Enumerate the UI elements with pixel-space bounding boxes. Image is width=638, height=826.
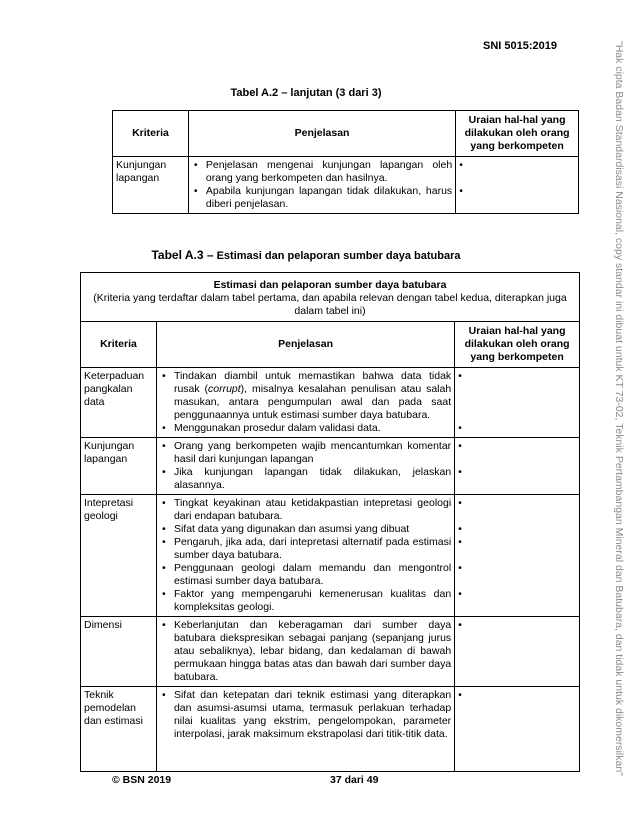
- list-item: • Penggunaan geologi dalam memandu dan mengontrol estimasi sumber daya batubara.: [174, 562, 451, 588]
- table-row: [113, 157, 579, 214]
- document-code: SNI 5015:2019: [483, 40, 557, 52]
- uraian-cell: [455, 368, 580, 438]
- kriteria-cell: Teknik pemodelan dan estimasi: [81, 687, 157, 772]
- header-uraian: Uraian hal-hal yang dilakukan oleh orang yang berkompeten: [455, 322, 580, 368]
- penjelasan-cell: [156, 687, 454, 772]
- penjelasan-cell: [156, 368, 454, 438]
- list-item: • Pengaruh, jika ada, dari intepretasi alternatif pada estimasi sumber daya batubara.: [174, 536, 451, 562]
- table-row: [81, 438, 580, 495]
- table-a3-caption-label: Tabel A.3 –: [151, 248, 214, 262]
- header-uraian: Uraian hal-hal yang dilakukan oleh orang yang berkompeten: [456, 111, 579, 157]
- list-item: • Menggunakan prosedur dalam validasi data.: [174, 422, 451, 435]
- list-item: • Faktor yang mempengaruhi kemenerusan kualitas dan kompleksitas geologi.: [174, 588, 451, 614]
- header-kriteria: Kriteria: [81, 322, 157, 368]
- list-item: • Tindakan diambil untuk memastikan bahwa data tidak rusak (corrupt), misalnya kesalahan penulisan atau salah masukan, antara pengumpulan awal dan pada saat penggunaannya untuk estimasi sumber daya batubara.: [174, 370, 451, 422]
- table-a3-caption: [0, 248, 612, 262]
- section-title: Estimasi dan pelaporan sumber daya batubara: [213, 279, 447, 291]
- header-kriteria: Kriteria: [113, 111, 189, 157]
- table-a2-caption: Tabel A.2 – lanjutan (3 dari 3): [230, 87, 382, 99]
- list-item: • Jika kunjungan lapangan tidak dilakukan, jelaskan alasannya.: [174, 466, 451, 492]
- list-item: • Penjelasan mengenai kunjungan lapangan oleh orang yang berkompeten dan hasilnya.: [206, 159, 452, 185]
- table-a3-caption-title: Estimasi dan pelaporan sumber daya batubara: [216, 250, 461, 262]
- table-a3: [80, 272, 580, 772]
- penjelasan-cell: [156, 495, 454, 617]
- list-item: • Tingkat keyakinan atau ketidakpastian intepretasi geologi dari endapan batubara.: [174, 497, 451, 523]
- table-row: [81, 495, 580, 617]
- uraian-cell: [456, 157, 579, 214]
- penjelasan-cell: [188, 157, 455, 214]
- header-penjelasan: Penjelasan: [188, 111, 455, 157]
- table-row: [81, 368, 580, 438]
- kriteria-cell: Kunjungan lapangan: [81, 438, 157, 495]
- list-item: • Keberlanjutan dan keberagaman dari sumber daya batubara diekspresikan sebagai panjang (sepanjang jurus atau sebaliknya), lebar bidang, dan kedalaman di bawah permukaan hingga batas atas dan bawah dari sumber daya batubara.: [174, 619, 451, 684]
- penjelasan-cell: [156, 617, 454, 687]
- copyright-notice: "Hak cipta Badan Standardisasi Nasional, copy standar ini dibuat untuk KT 73-02, Teknik Pertambangan Mineral dan Batubara, dan tidak untuk dikomersilkan": [613, 41, 625, 776]
- kriteria-cell: Kunjungan lapangan: [113, 157, 189, 214]
- table-row: [81, 617, 580, 687]
- list-item: • Sifat data yang digunakan dan asumsi yang dibuat: [174, 523, 451, 536]
- header-penjelasan: Penjelasan: [156, 322, 454, 368]
- list-item: • Sifat dan ketepatan dari teknik estimasi yang diterapkan dan asumsi-asumsi utama, termasuk perlakuan terhadap nilai kualitas yang ekstrim, pengelompokan, parameter interpolasi, jarak maksimum ekstrapolasi dari titik-titik data.: [174, 689, 451, 741]
- table-section-header: [81, 273, 580, 322]
- table-row: [81, 687, 580, 772]
- copyright-sidebar: [606, 41, 632, 781]
- table-header-row: [113, 111, 579, 157]
- uraian-cell: [455, 438, 580, 495]
- uraian-cell: [455, 617, 580, 687]
- footer-page-number: 37 dari 49: [330, 774, 379, 786]
- table-header-row: [81, 322, 580, 368]
- kriteria-cell: Keterpaduan pangkalan data: [81, 368, 157, 438]
- list-item: • Apabila kunjungan lapangan tidak dilakukan, harus diberi penjelasan.: [206, 185, 452, 211]
- table-a2: [112, 110, 579, 214]
- uraian-cell: [455, 687, 580, 772]
- kriteria-cell: Intepretasi geologi: [81, 495, 157, 617]
- uraian-cell: [455, 495, 580, 617]
- penjelasan-cell: [156, 438, 454, 495]
- list-item: • Orang yang berkompeten wajib mencantumkan komentar hasil dari kunjungan lapangan: [174, 440, 451, 466]
- section-note: (Kriteria yang terdaftar dalam tabel pertama, dan apabila relevan dengan tabel kedua, diterapkan juga dalam tabel ini): [93, 292, 567, 317]
- footer-copyright: © BSN 2019: [112, 774, 172, 786]
- kriteria-cell: Dimensi: [81, 617, 157, 687]
